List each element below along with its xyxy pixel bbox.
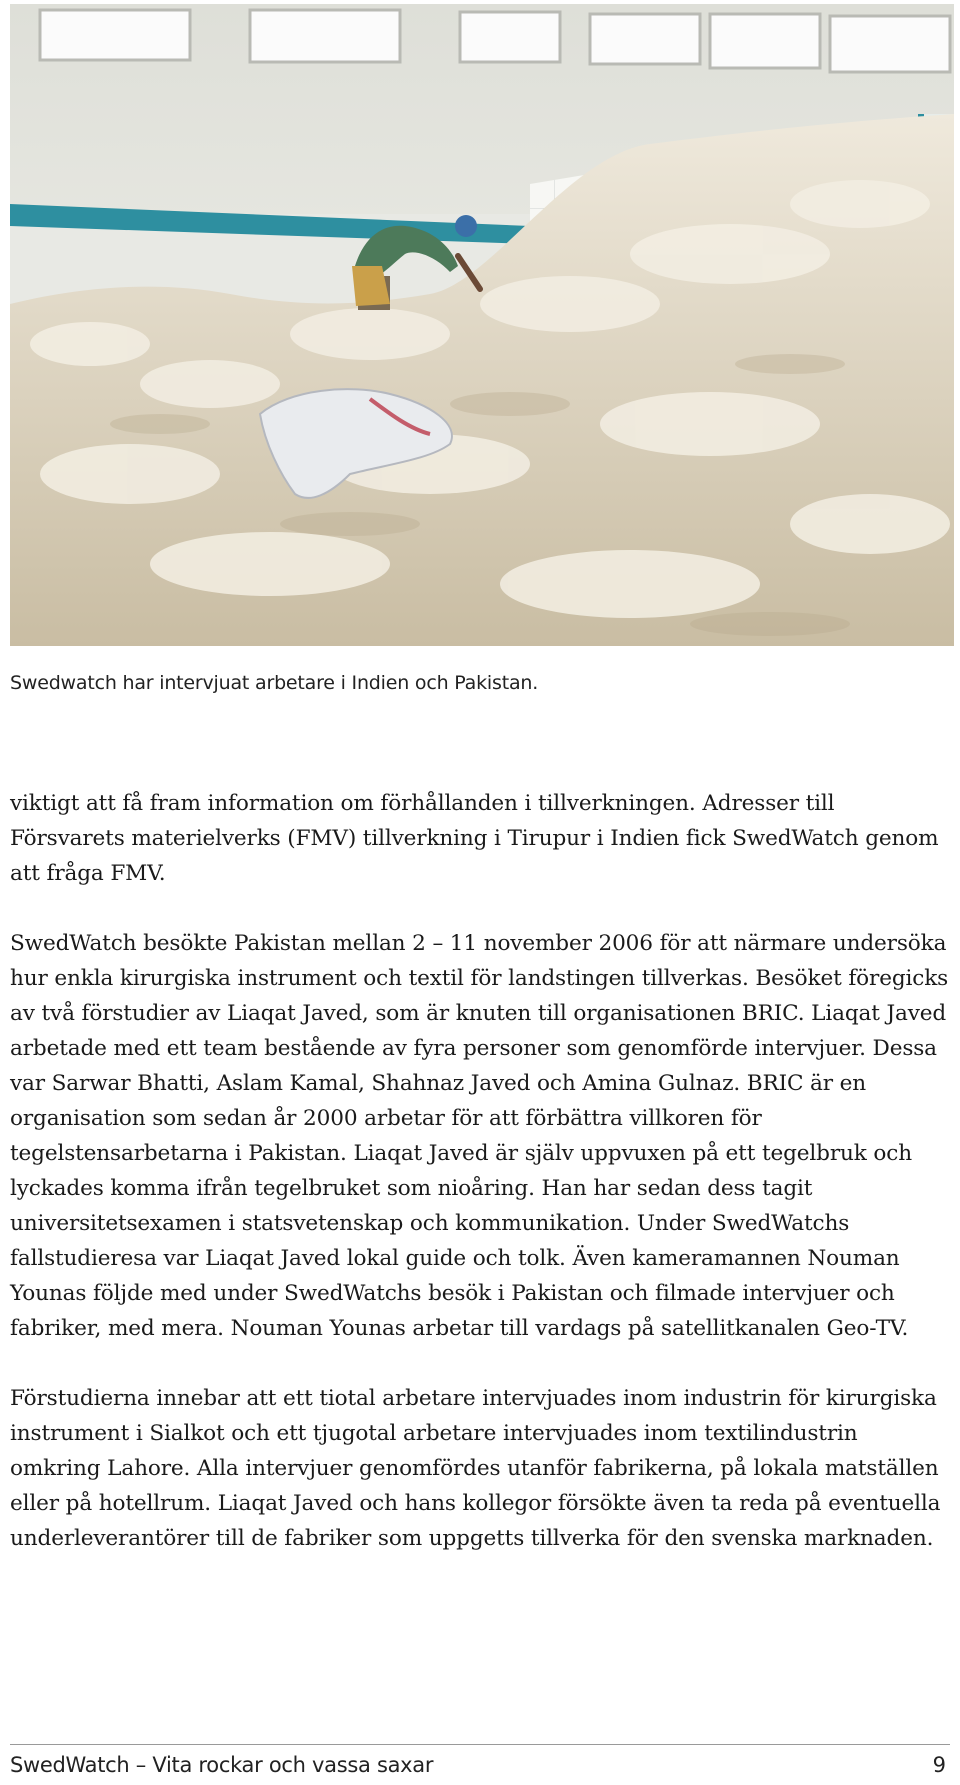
paragraph-3: Förstudierna innebar att ett tiotal arbetare intervjuades inom industrin för kirurgiska instrument i Sialkot och ett tjugotal arbetare intervjuades inom textilindustrin omkring Lahore. Alla intervjuer genomfördes utanför fabrikerna, på lokala matställen eller på hotellrum. Liaqat Javed och hans kollegor försökte även ta reda på eventuella underleverantörer till de fabriker som uppgetts tillverka för den svenska marknaden.	[10, 1386, 941, 1551]
body-text	[10, 786, 950, 1591]
page-footer	[10, 1744, 950, 1785]
paragraph-2: SwedWatch besökte Pakistan mellan 2 – 11 november 2006 för att närmare undersöka hur enkla kirurgiska instrument och textil för landstingen tillverkas. Besöket föregicks av två förstudier av Liaqat Javed, som är knuten till organisationen BRIC. Liaqat Javed arbetade med ett team bestående av fyra personer som genomförde intervjuer. Dessa var Sarwar Bhatti, Aslam Kamal, Shahnaz Javed och Amina Gulnaz. BRIC är en organisation som sedan år 2000 arbetar för att förbättra villkoren för tegelstensarbetarna i Pakistan. Liaqat Javed är själv uppvuxen på ett tegelbruk och lyckades komma ifrån tegelbruket som nioåring. Han har sedan dess tagit universitetsexamen i statsvetenskap och kommunikation. Under SwedWatchs fallstudieresa var Liaqat Javed lokal guide och tolk. Även kameramannen Nouman Younas följde med under SwedWatchs besök i Pakistan och filmade intervjuer och fabriker, med mera. Nouman Younas arbetar till vardags på satellitkanalen Geo-TV.	[10, 931, 949, 1341]
publication-title: SwedWatch – Vita rockar och vassa saxar	[10, 1753, 434, 1777]
photo-illustration	[10, 4, 954, 646]
page-number: 9	[932, 1753, 946, 1777]
paragraph-1: viktigt att få fram information om förhållanden i tillverkningen. Adresser till Försvarets materielverks (FMV) tillverkning i Tirupur i Indien fick SwedWatch genom att fråga FMV.	[10, 791, 939, 886]
photo-caption: Swedwatch har intervjuat arbetare i Indien och Pakistan.	[10, 672, 539, 694]
cotton-warehouse-photo	[10, 4, 954, 646]
